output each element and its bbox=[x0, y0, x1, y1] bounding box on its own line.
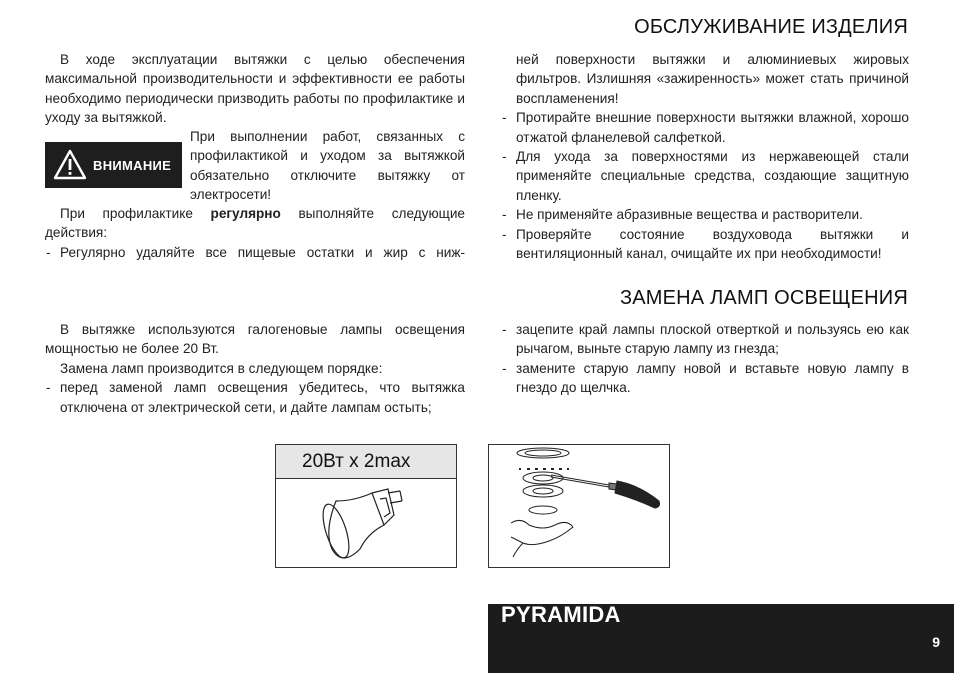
footer-bar bbox=[488, 604, 954, 673]
routine-block bbox=[45, 204, 465, 262]
list-item: - перед заменой ламп освещения убедитесь, что вытяжка отключена от электрической сети, и дайте лампам остыть; bbox=[45, 378, 465, 417]
routine-intro: При профилактике регулярно выполняйте следующие действия: bbox=[45, 206, 465, 241]
list-item: - зацепите край лампы плоской отверткой и пользуясь ею как рычагом, выньте старую лампу из гнезда; bbox=[501, 320, 909, 359]
section-title-maintenance: ОБСЛУЖИВАНИЕ ИЗДЕЛИЯ bbox=[634, 16, 908, 38]
list-item: - Не применяйте абразивные вещества и растворители. bbox=[501, 205, 909, 224]
warning-triangle-icon bbox=[53, 149, 87, 181]
maintenance-list-right bbox=[501, 108, 909, 263]
routine-list-left bbox=[45, 243, 465, 262]
warning-text bbox=[190, 127, 465, 205]
lamp-right-column bbox=[501, 320, 909, 398]
list-item: - Для ухода за поверхностями из нержавеющей стали применяйте специальные средства, создающие защитную пленку. bbox=[501, 147, 909, 205]
list-item: - Проверяйте состояние воздуховода вытяжки и вентиляционный канал, очищайте их при необходимости! bbox=[501, 225, 909, 264]
lamp-spec-label: 20Вт х 2max bbox=[276, 445, 456, 479]
lamp-order: Замена ламп производится в следующем порядке: bbox=[60, 360, 383, 376]
replacement-figure bbox=[488, 444, 670, 568]
lamp-intro: В вытяжке используются галогеновые лампы освещения мощностью не более 20 Вт. bbox=[45, 322, 465, 357]
warning-line: При выполнении работ, связанных с bbox=[190, 129, 465, 144]
halogen-lamp-icon bbox=[276, 479, 456, 567]
routine-bold: регулярно bbox=[210, 206, 281, 221]
maintenance-right-column bbox=[501, 50, 909, 263]
page-number: 9 bbox=[932, 634, 940, 650]
list-item: - Регулярно удаляйте все пищевые остатки и жир с ниж- bbox=[45, 243, 465, 262]
list-item: - Протирайте внешние поверхности вытяжки влажной, хорошо отжатой фланелевой салфеткой. bbox=[501, 108, 909, 147]
lamp-left-column bbox=[45, 320, 465, 417]
list-item: - замените старую лампу новой и вставьте новую лампу в гнездо до щелчка. bbox=[501, 359, 909, 398]
section-title-lamp-replacement: ЗАМЕНА ЛАМП ОСВЕЩЕНИЯ bbox=[619, 287, 908, 309]
lamp-figure bbox=[275, 444, 457, 568]
brand-logo: PYRAMIDA bbox=[501, 602, 621, 627]
lamp-list-left bbox=[45, 378, 465, 417]
warning-badge bbox=[45, 142, 182, 188]
maintenance-intro: В ходе эксплуатации вытяжки с целью обеспечения максимальной производительности и эффективности ее работы необходимо периодически призводить работы по профилактике и уходу за вытяжкой. bbox=[45, 52, 465, 126]
warning-label: ВНИМАНИЕ bbox=[93, 157, 172, 173]
screwdriver-hand-icon bbox=[489, 445, 669, 567]
warning-line: обязательно отключите вытяжку от bbox=[190, 167, 465, 183]
maintenance-left-column bbox=[45, 50, 465, 128]
lamp-list-right bbox=[501, 320, 909, 398]
warning-line: электросети! bbox=[190, 187, 272, 203]
continuation-text: ней поверхности вытяжки и алюминиевых жировых фильтров. Излишняя «зажиренность» может стать причиной воспламенения! bbox=[516, 52, 909, 106]
warning-line: профилактикой и уходом за вытяжкой bbox=[190, 148, 465, 164]
